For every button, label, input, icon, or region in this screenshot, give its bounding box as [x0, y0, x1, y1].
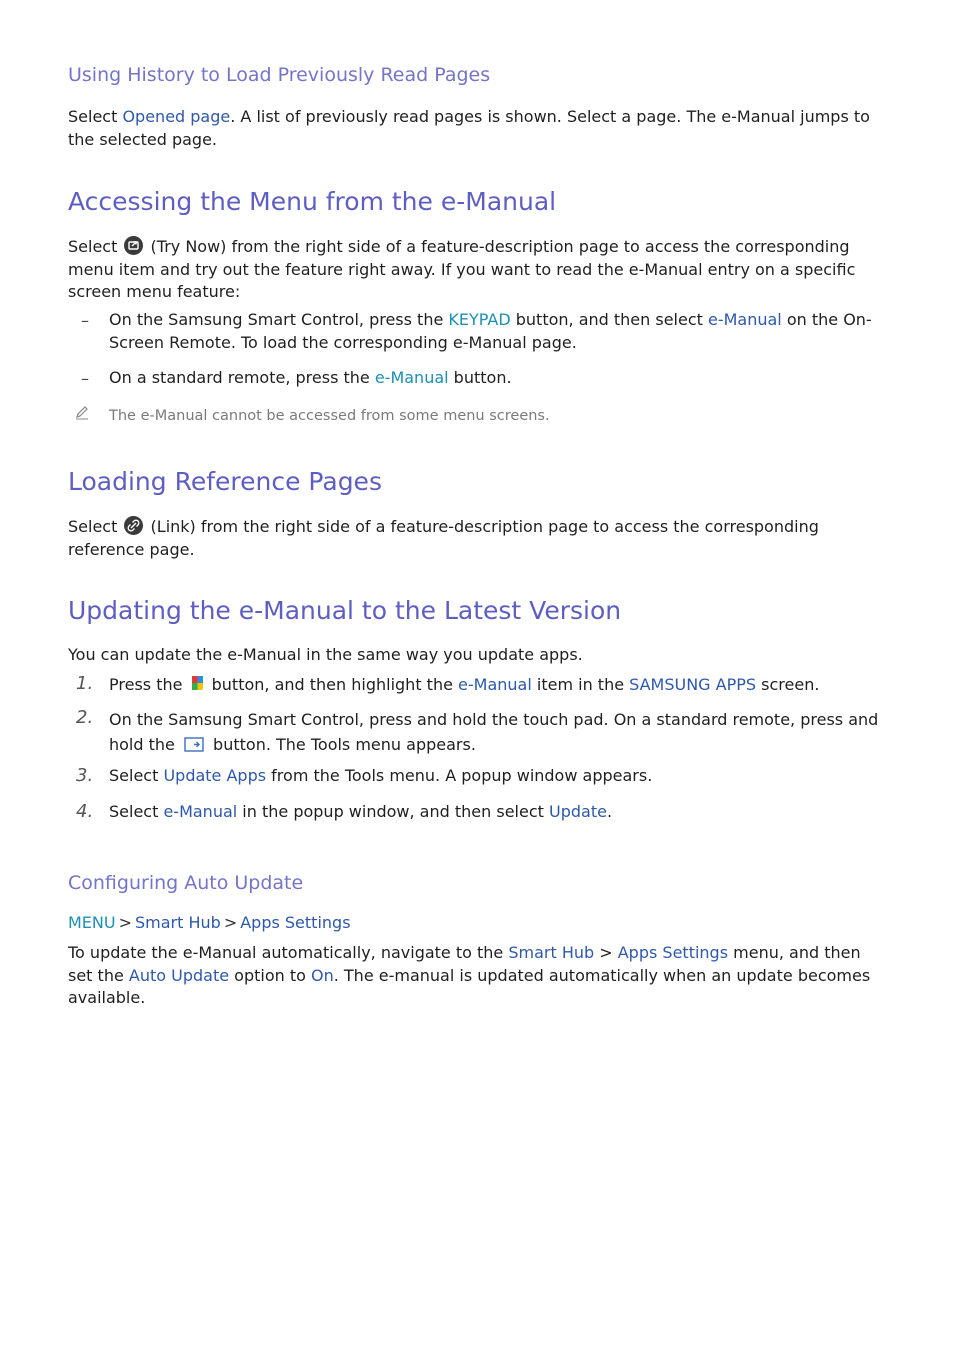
breadcrumb-separator: >: [223, 913, 238, 932]
smart-hub-icon: [191, 675, 204, 698]
text: Select: [68, 237, 123, 256]
menu-access-paragraph: [68, 236, 878, 304]
separator: >: [594, 943, 618, 962]
emanual-link[interactable]: e-Manual: [458, 675, 532, 694]
auto-update-link[interactable]: Auto Update: [128, 965, 230, 985]
text: option to: [229, 965, 311, 985]
step-number: 3.: [76, 765, 94, 786]
update-link[interactable]: Update: [548, 802, 607, 821]
reference-paragraph: [68, 516, 878, 561]
step-4: [109, 801, 879, 824]
step-number: 4.: [76, 801, 94, 822]
samsung-apps-link[interactable]: SAMSUNG APPS: [629, 675, 757, 694]
opened-page-link[interactable]: Opened page: [122, 107, 231, 126]
note-text: The e-Manual cannot be accessed from some menu screens.: [109, 408, 550, 424]
text: .: [606, 802, 613, 821]
text: Select: [109, 766, 164, 785]
bullet-standard-remote: [109, 367, 879, 390]
text: Press the: [109, 675, 188, 694]
breadcrumb-apps-settings[interactable]: Apps Settings: [240, 913, 351, 932]
section-heading-auto-update: Configuring Auto Update: [68, 872, 304, 894]
text: item in the: [531, 675, 630, 694]
text: screen.: [756, 675, 820, 694]
text: on the On-Screen Remote. To load the corresponding e-Manual page.: [109, 310, 872, 352]
try-now-icon[interactable]: [124, 236, 143, 255]
text: To update the e-Manual automatically, navigate to the: [68, 943, 509, 962]
breadcrumb: [68, 913, 351, 932]
section-heading-menu-access: Accessing the Menu from the e-Manual: [68, 187, 557, 216]
keypad-keyword: KEYPAD: [448, 310, 511, 329]
bullet-smart-control: [109, 309, 879, 354]
text: button, and then select: [510, 310, 708, 329]
text: On a standard remote, press the: [109, 368, 375, 387]
history-paragraph: [68, 106, 878, 151]
emanual-link[interactable]: e-Manual: [707, 310, 782, 329]
step-2: [109, 707, 879, 759]
bullet-dash: –: [81, 311, 89, 330]
breadcrumb-smart-hub[interactable]: Smart Hub: [135, 913, 221, 932]
text: menu, and then set the: [68, 943, 861, 985]
text: button. The Tools menu appears.: [207, 735, 476, 754]
text: . A list of previously read pages is shown. Select a page. The e-Manual jumps to the selected page.: [68, 107, 870, 149]
text: Select: [68, 107, 123, 126]
breadcrumb-menu[interactable]: MENU: [68, 913, 116, 932]
link-icon[interactable]: [124, 516, 143, 535]
text: in the popup window, and then select: [237, 802, 549, 821]
text: . The e-manual is updated automatically when an update becomes available.: [68, 965, 871, 1007]
emanual-link[interactable]: e-Manual: [163, 802, 238, 821]
updating-intro: You can update the e-Manual in the same way you update apps.: [68, 645, 583, 664]
smart-hub-link[interactable]: Smart Hub: [508, 943, 595, 962]
auto-update-paragraph: [68, 942, 878, 1010]
on-option-link[interactable]: On: [311, 965, 334, 985]
step-number: 1.: [76, 673, 94, 694]
step-1: [109, 674, 879, 698]
tools-icon: [184, 734, 204, 759]
text: Select: [68, 517, 123, 536]
step-number: 2.: [76, 707, 94, 728]
breadcrumb-separator: >: [118, 913, 132, 932]
text: (Link) from the right side of a feature-description page to access the corresponding reference page.: [68, 517, 819, 559]
section-heading-updating: Updating the e-Manual to the Latest Version: [68, 596, 622, 625]
text: On the Samsung Smart Control, press and hold the touch pad. On a standard remote, press and hold the: [109, 710, 879, 754]
bullet-dash: –: [81, 369, 89, 388]
emanual-keyword: e-Manual: [374, 368, 449, 387]
text: button.: [448, 368, 512, 387]
section-heading-history: Using History to Load Previously Read Pages: [68, 64, 491, 86]
text: On the Samsung Smart Control, press the: [109, 310, 449, 329]
text: button, and then highlight the: [206, 675, 459, 694]
pencil-icon: [74, 404, 90, 424]
text: from the Tools menu. A popup window appears.: [266, 766, 653, 785]
apps-settings-link[interactable]: Apps Settings: [617, 943, 729, 962]
update-apps-link[interactable]: Update Apps: [163, 766, 267, 785]
step-3: [109, 765, 879, 788]
text: (Try Now) from the right side of a feature-description page to access the corresponding menu item and try out the feature right away. If you want to read the e-Manual entry on a specific screen menu feature:: [68, 237, 856, 301]
text: Select: [109, 802, 164, 821]
section-heading-reference: Loading Reference Pages: [68, 467, 382, 496]
